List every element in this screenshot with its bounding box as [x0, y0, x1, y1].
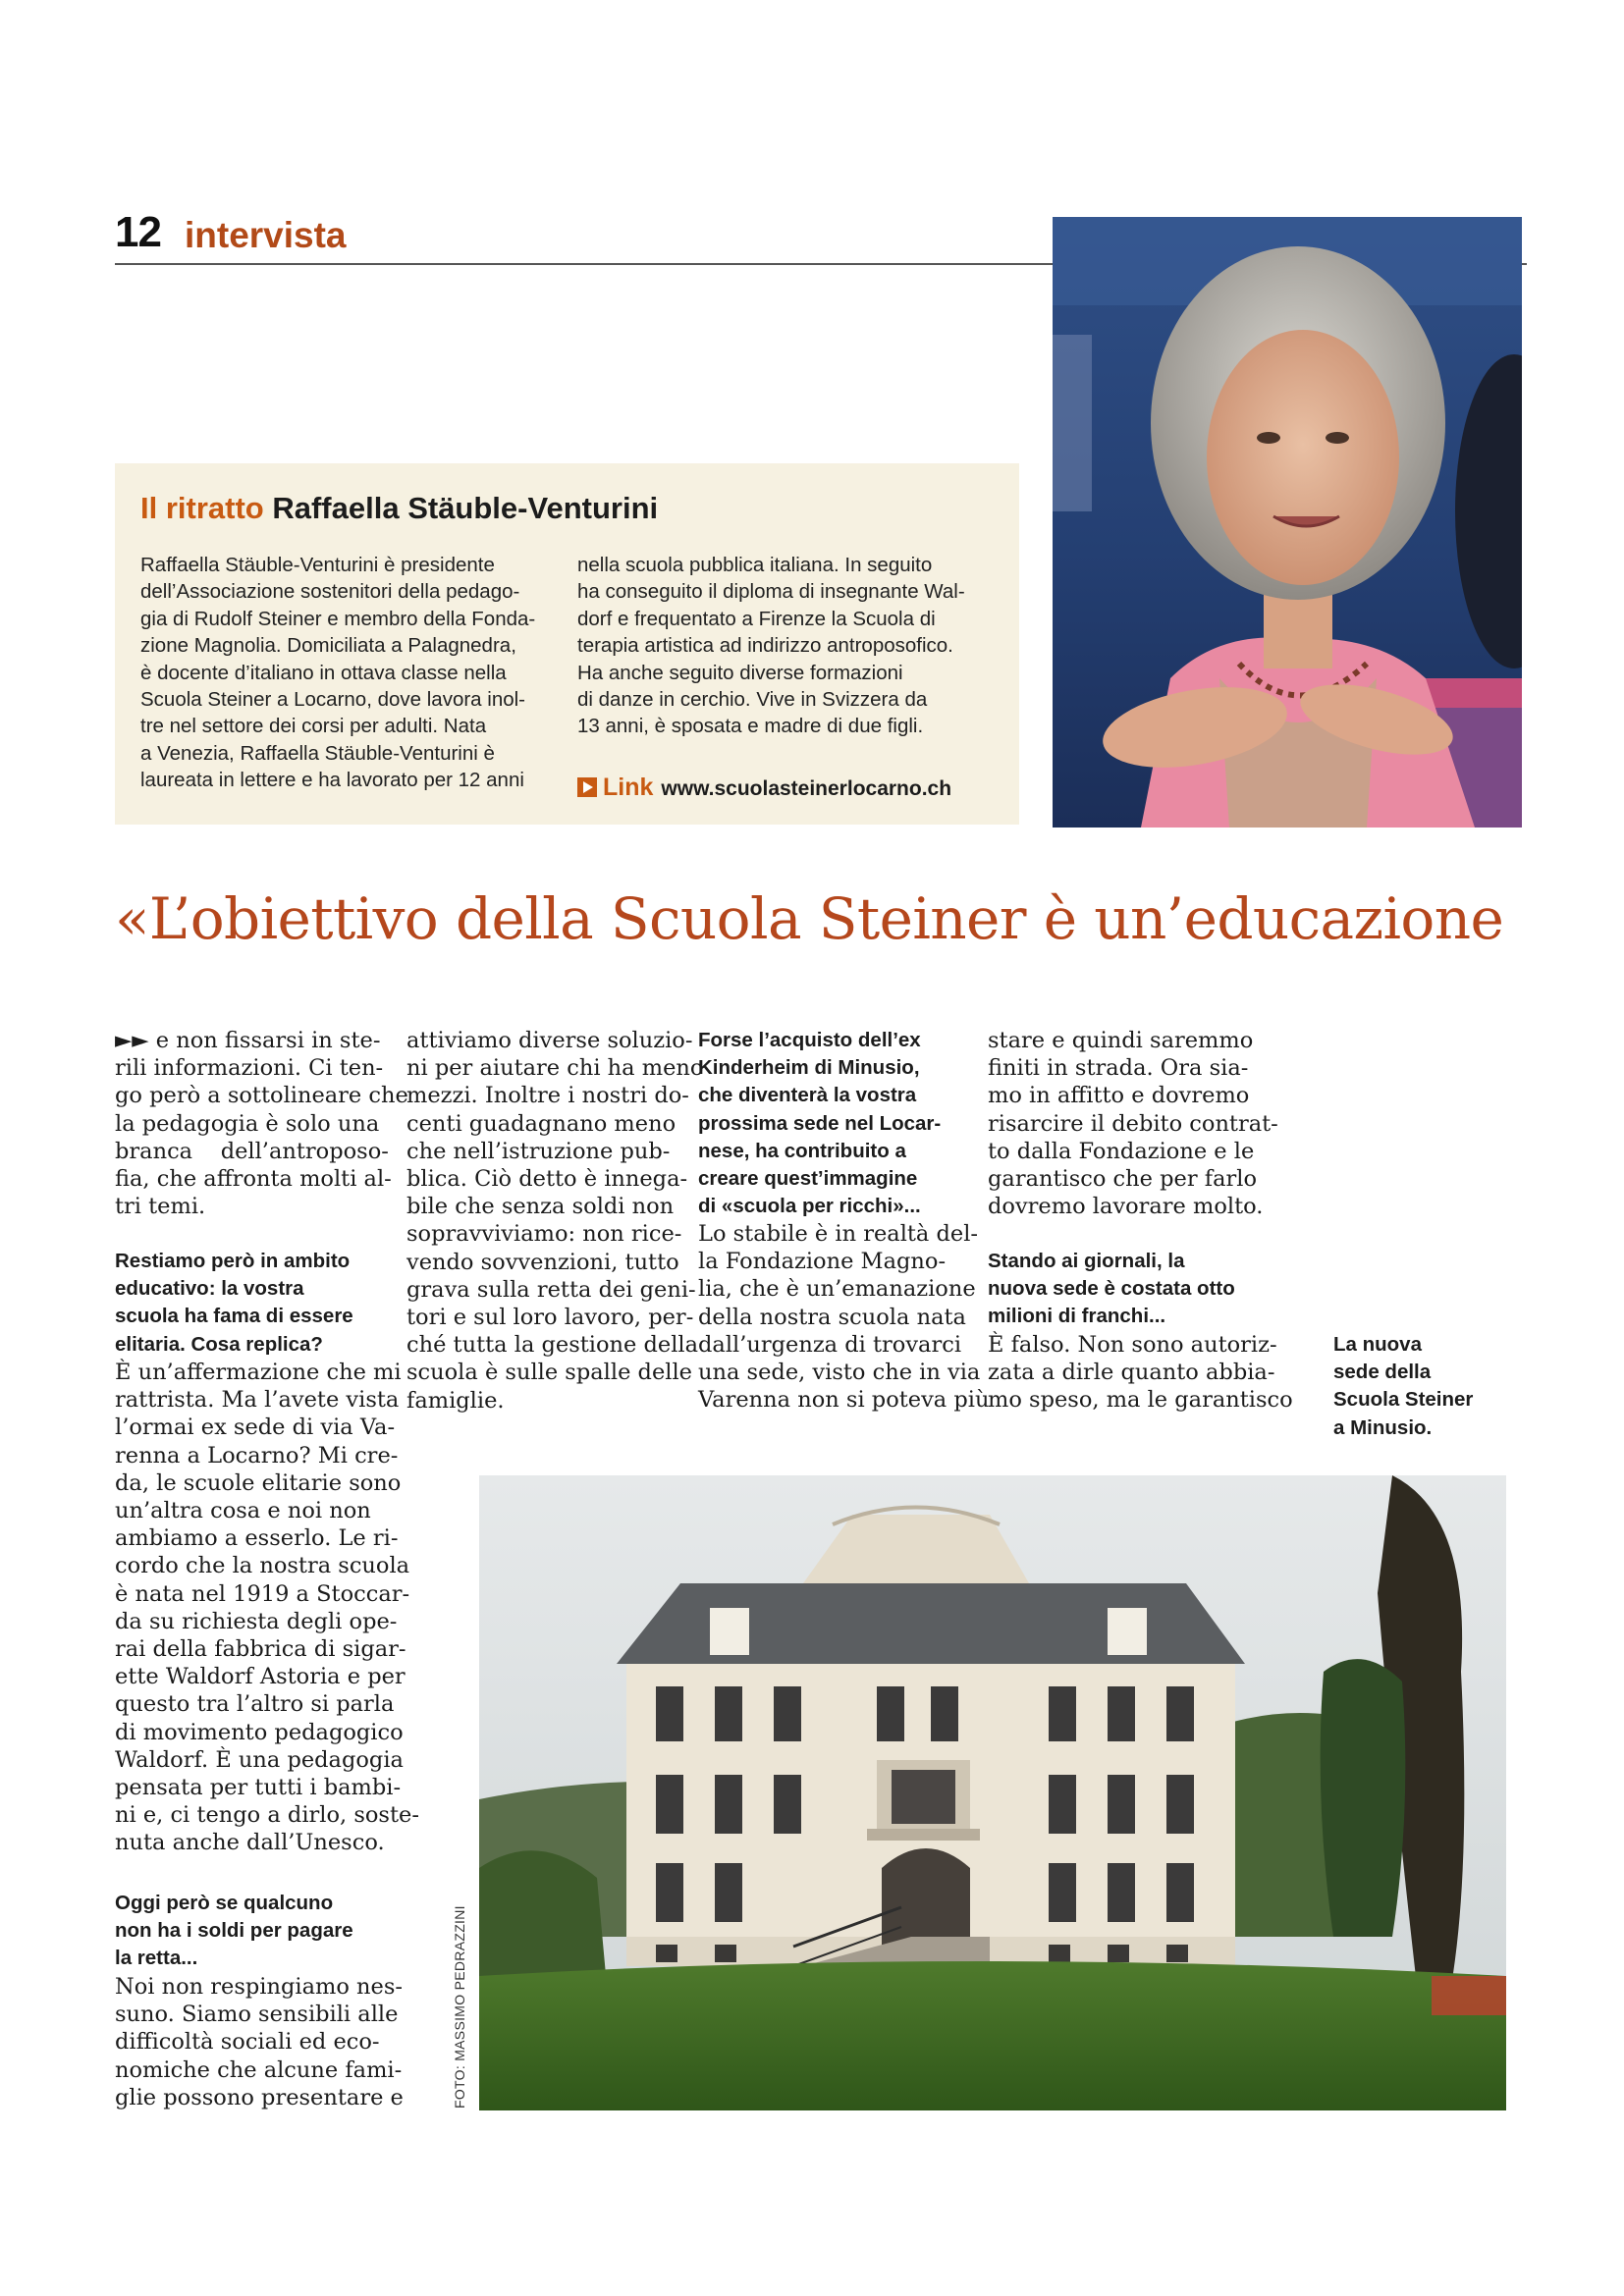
page-number: 12 [115, 208, 161, 256]
photo-caption: La nuova sede della Scuola Steiner a Minusio. [1333, 1333, 1474, 1439]
link-label: Link [603, 774, 654, 801]
section-title: intervista [185, 215, 347, 255]
answer-1: È un’affermazione che mi rattrista. Ma l’avete vista l’ormai ex sede di via Va- renna a Locarno? Mi cre- da, le scuole elitarie sono un’altra cosa e noi non ambiamo a esserlo. Le ri- cordo che la nostra scuola è nata nel 1919 a Stoccar- da su richiesta degli ope- rai della fabbrica di sigar- ette Waldorf Astoria e per questo tra l’altro si parla di movimento pedagogico Waldorf. È una pedagogia pensata per tutti i bambi- ni e, ci tengo a dirlo, soste- nuta anche dall’Unesco. [115, 1360, 419, 1856]
photo-credit: FOTO: MASSIMO PEDRAZZINI [452, 1905, 467, 2109]
question-3: Forse l’acquisto dell’ex Kinderheim di Minusio, che diventerà la vostra prossima sede nel Locar- nese, ha contribuito a creare quest’immagine di «scuola per ricchi»... [698, 1029, 942, 1218]
link-row [577, 774, 951, 802]
bio-column-2: nella scuola pubblica italiana. In seguito ha conseguito il diploma di insegnante Wal- dorf e frequentato a Firenze la Scuola di terapia artistica ad indirizzo antroposofico. Ha anche seguito diverse formazioni di danze in cerchio. Vive in Svizzera da 13 anni, è sposata e madre di due figli. [577, 554, 965, 738]
link-url[interactable]: www.scuolasteinerlocarno.ch [661, 777, 952, 800]
link-arrow-icon [577, 777, 597, 797]
portrait-name: Raffaella Stäuble-Venturini [272, 491, 659, 525]
bio-column-1: Raffaella Stäuble-Venturini è presidente dell’Associazione sostenitori della pedago- gia di Rudolf Steiner e membro della Fonda- zione Magnolia. Domiciliata a Palagnedra, è docente d’italiano in ottava classe nella Scuola Steiner a Locarno, dove lavora inol- tre nel settore dei corsi per adulti. Nata a Venezia, Raffaella Stäuble-Venturini è laureata in lettere e ha lavorato per 12 anni [140, 554, 536, 792]
question-2: Oggi però se qualcuno non ha i soldi per pagare la retta... [115, 1892, 353, 1970]
answer-2: Noi non respingiamo nes- suno. Siamo sensibili alle difficoltà sociali ed eco- nomiche che alcune fami- glie possono presentare e [115, 1974, 404, 2110]
portrait-illustration [1053, 217, 1522, 828]
building-illustration [479, 1475, 1506, 2110]
portrait-kicker: Il ritratto [140, 491, 264, 525]
article-col1-intro: ►► e non fissarsi in ste- rili informazioni. Ci ten- go però a sottolineare che la pedagogia è solo una branca dell’antroposo- fia, che affronta molti al- tri temi. [115, 1028, 408, 1220]
question-1: Restiamo però in ambito educativo: la vostra scuola ha fama di essere elitaria. Cosa replica? [115, 1250, 353, 1356]
article-col2: attiviamo diverse soluzio- ni per aiutare chi ha meno mezzi. Inoltre i nostri do- centi guadagnano meno che nell’istruzione pub- blica. Ciò detto è innega- bile che senza soldi non sopravviviamo: non rice- vendo sovvenzioni, tutto grava sulla retta dei geni- tori e sul loro lavoro, per- ché tutta la gestione della scuola è sulle spalle delle famiglie. [406, 1028, 704, 1414]
question-4: Stando ai giornali, la nuova sede è costata otto milioni di franchi... [988, 1250, 1235, 1328]
headline: «L’obiettivo della Scuola Steiner è un’educazione [115, 885, 1504, 952]
building-photo [479, 1475, 1506, 2110]
article-col4-intro: stare e quindi saremmo finiti in strada. Ora sia- mo in affitto e dovremo risarcire il debito contrat- to dalla Fondazione e le garantisco che per farlo dovremo lavorare molto. [988, 1028, 1278, 1220]
portrait-photo [1053, 217, 1522, 828]
answer-3: Lo stabile è in realtà del- la Fondazione Magno- lia, che è un’emanazione della nostra scuola nata dall’urgenza di trovarci una sede, visto che in via Varenna non si poteva più [698, 1221, 990, 1414]
answer-4: È falso. Non sono autoriz- zata a dirle quanto abbia- mo speso, ma le garantisco [988, 1332, 1293, 1414]
portrait-box-title [140, 491, 658, 526]
